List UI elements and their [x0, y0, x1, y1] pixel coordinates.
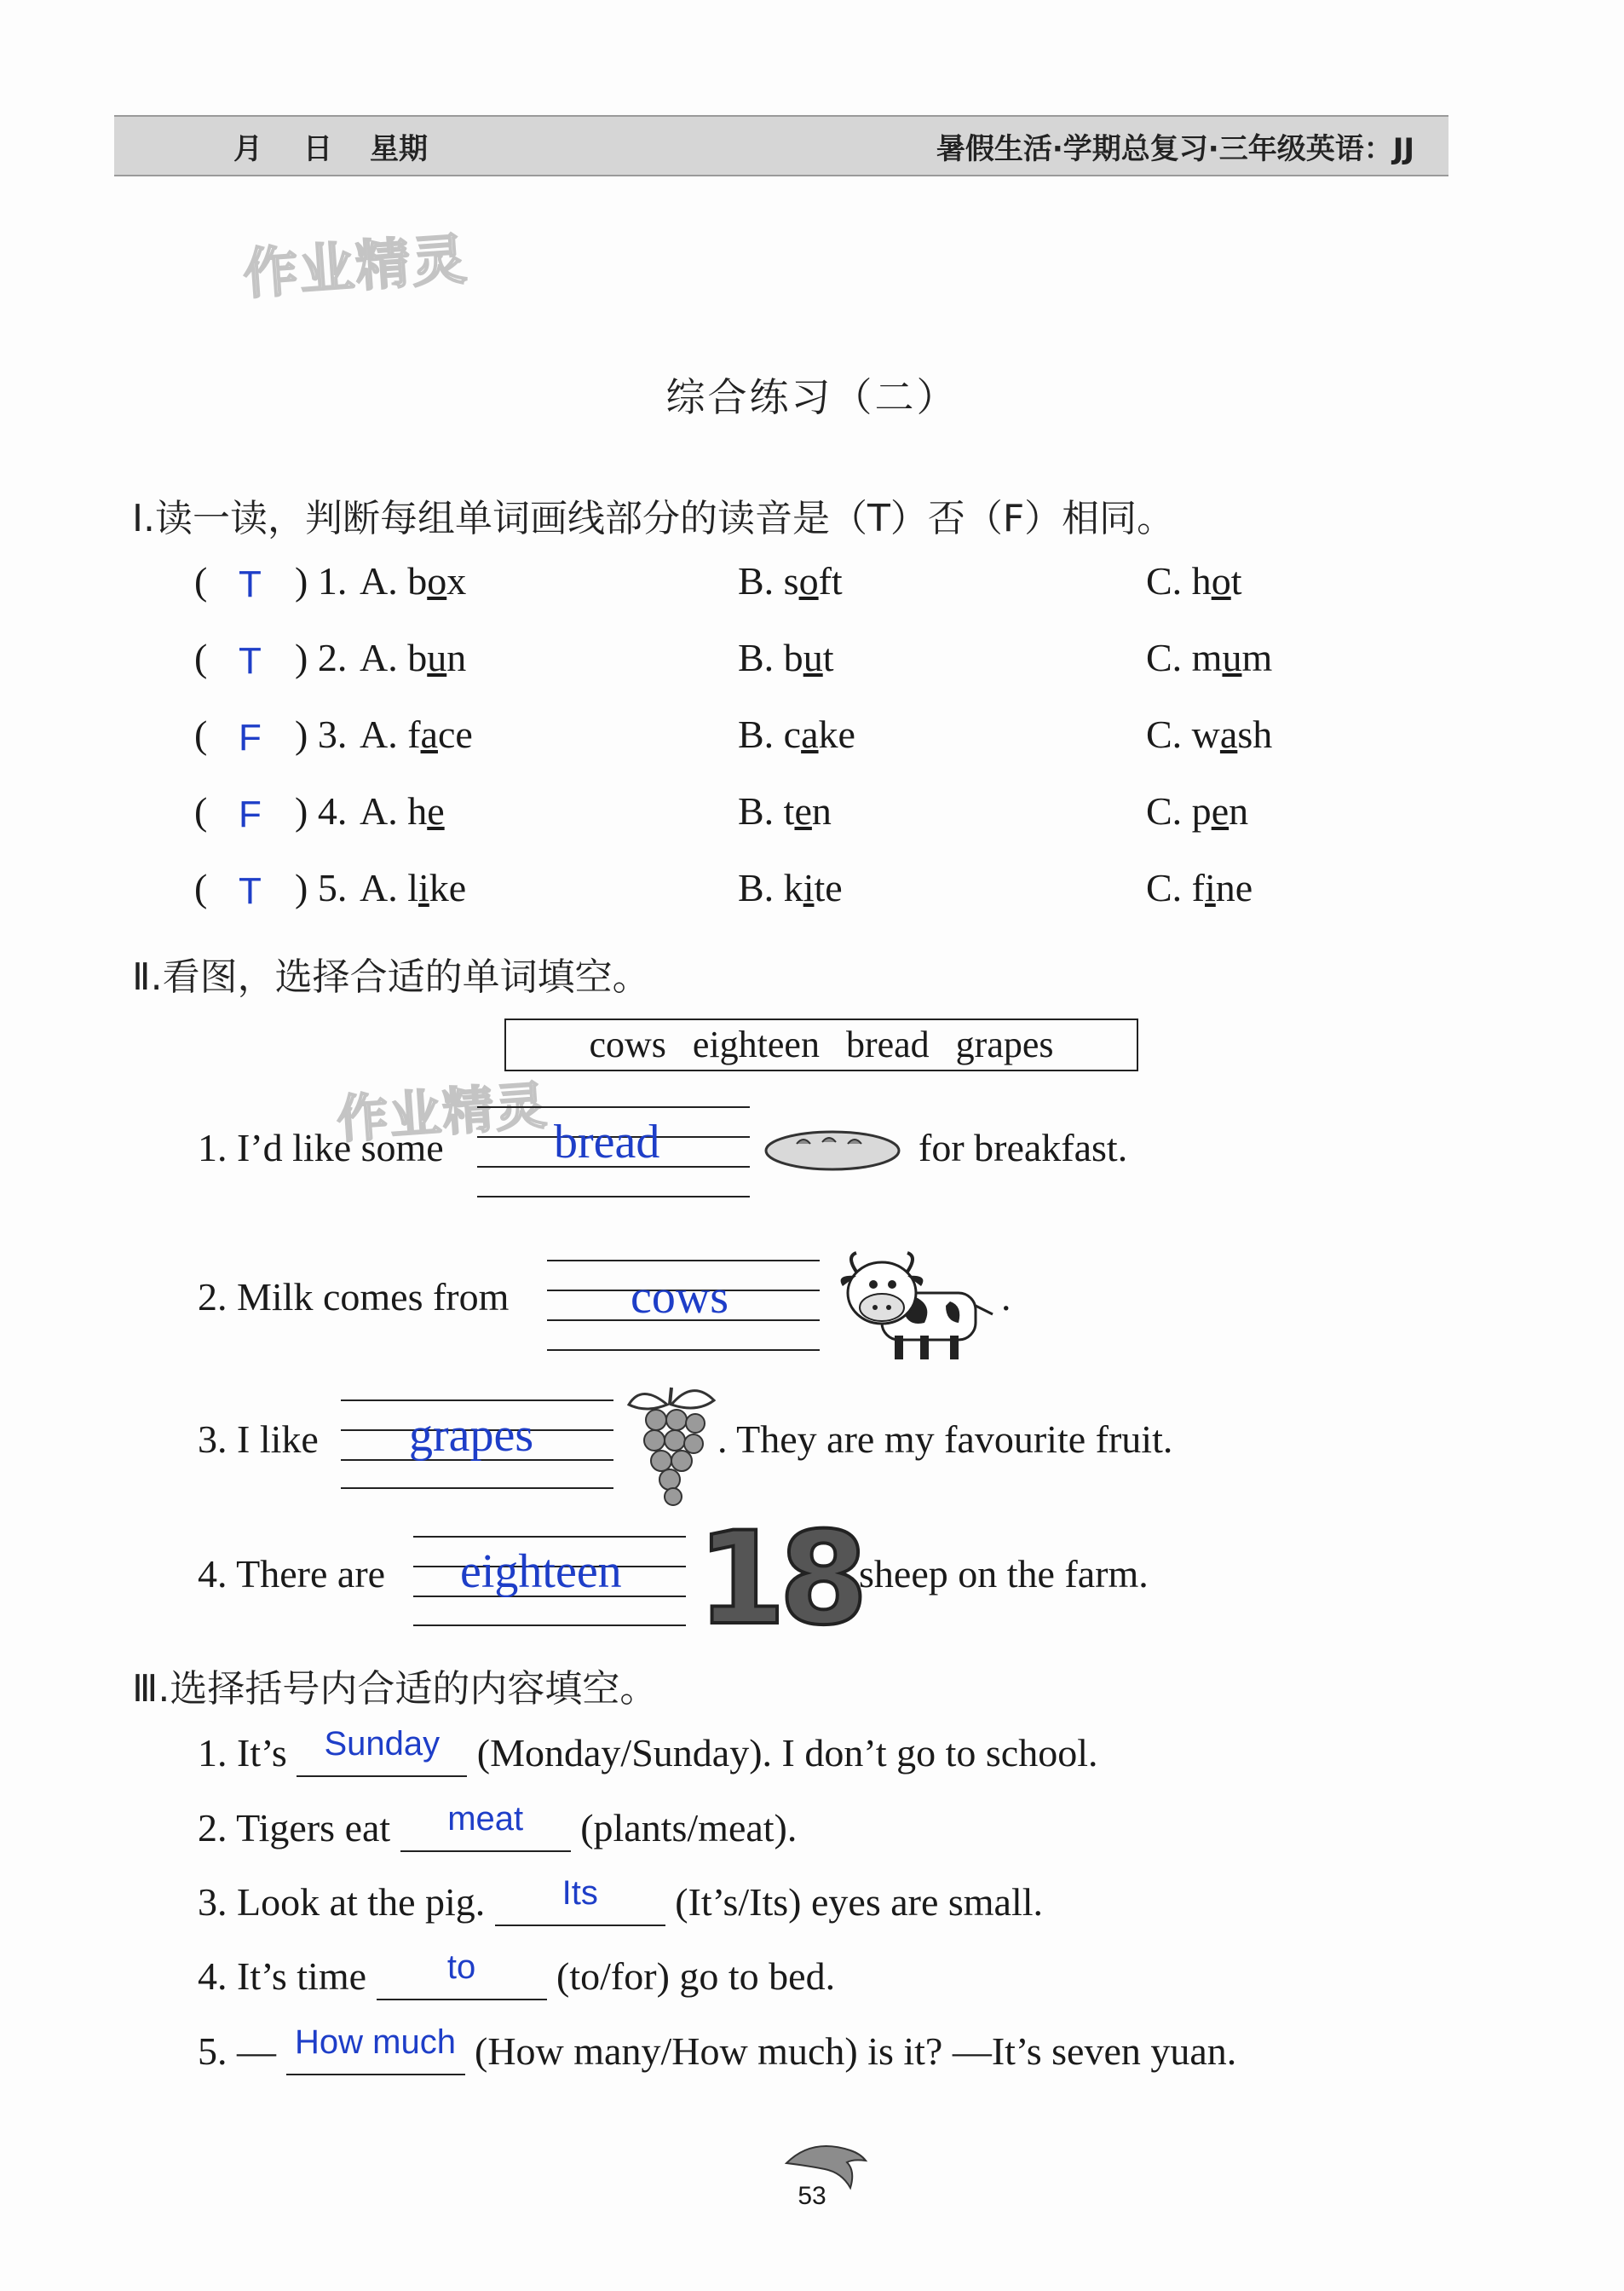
- s3-blank: [400, 1800, 571, 1852]
- s1-answer: F: [239, 793, 262, 835]
- cow-icon: [839, 1246, 1001, 1365]
- s1-option-a: A. face: [360, 713, 473, 756]
- s1-option-c: C. wash: [1146, 713, 1273, 756]
- s3-answer: meat: [447, 1800, 524, 1838]
- s1-option-a: A. box: [360, 559, 467, 603]
- s3-question: 3. Look at the pig. Its (It’s/Its) eyes are small.: [198, 1879, 1043, 1926]
- s2-q2-post: .: [1001, 1275, 1011, 1319]
- page-header: [114, 115, 1448, 176]
- s3-answer: Sunday: [324, 1725, 441, 1763]
- s1-answer: T: [239, 563, 262, 605]
- header-book-title: 暑假生活·学期总复习·三年级英语：JJ: [936, 132, 1414, 166]
- s1-option-c: C. pen: [1146, 789, 1249, 833]
- header-day: 日: [303, 132, 332, 166]
- s2-q4-answer: eighteen: [460, 1545, 622, 1598]
- s1-open-paren: (: [194, 559, 208, 603]
- s2-q2-answer: cows: [631, 1271, 729, 1324]
- s1-option-b: B. soft: [738, 559, 843, 603]
- s3-answer: to: [446, 1948, 476, 1986]
- s1-number: ) 4.: [295, 789, 348, 833]
- s2-q2-text: 2. Milk comes from: [198, 1275, 510, 1319]
- s1-option-b: B. ten: [738, 789, 832, 833]
- s2-q1-text: 1. I’d like some: [198, 1126, 444, 1169]
- s1-open-paren: (: [194, 866, 208, 909]
- s3-answer: How much: [295, 2023, 456, 2061]
- s3-question: 2. Tigers eat meat (plants/meat).: [198, 1805, 797, 1852]
- s2-q4-text: 4. There are: [198, 1552, 386, 1596]
- page-title: 综合练习（二）: [665, 374, 959, 420]
- bread-icon: [763, 1125, 903, 1176]
- section-1-heading: Ⅰ.读一读，判断每组单词画线部分的读音是（T）否（F）相同。: [132, 497, 1175, 540]
- s1-option-c: C. fine: [1146, 866, 1253, 909]
- s1-number: ) 1.: [295, 559, 348, 603]
- s1-option-b: B. cake: [738, 713, 855, 756]
- s3-question: 4. It’s time to (to/for) go to bed.: [198, 1953, 835, 2000]
- section-3-heading: Ⅲ.选择括号内合适的内容填空。: [132, 1667, 658, 1711]
- s3-question: 5. — How much (How many/How much) is it? —It’s seven yuan.: [198, 2028, 1236, 2075]
- s1-option-a: A. he: [360, 789, 445, 833]
- s1-number: ) 2.: [295, 636, 348, 679]
- s1-option-c: C. mum: [1146, 636, 1273, 679]
- s1-answer: T: [239, 640, 262, 682]
- s3-answer: Its: [561, 1874, 598, 1912]
- s1-open-paren: (: [194, 789, 208, 833]
- word-box: cows eighteen bread grapes: [504, 1019, 1138, 1071]
- s2-q3-post: . They are my favourite fruit.: [717, 1417, 1173, 1461]
- s1-option-c: C. hot: [1146, 559, 1242, 603]
- s1-answer: T: [239, 870, 262, 912]
- s2-q4-post: sheep on the farm.: [859, 1552, 1149, 1596]
- s1-number: ) 3.: [295, 713, 348, 756]
- watermark: 作业精灵: [335, 1076, 550, 1151]
- grapes-icon: [620, 1379, 723, 1507]
- header-weekday: 星期: [370, 132, 428, 166]
- s2-q1-answer: bread: [554, 1116, 660, 1169]
- eighteen-number-picture: 18: [697, 1505, 861, 1653]
- s3-blank: [297, 1725, 467, 1777]
- s1-option-b: B. kite: [738, 866, 843, 909]
- s1-open-paren: (: [194, 636, 208, 679]
- s3-blank: [495, 1874, 665, 1926]
- section-2-heading: Ⅱ.看图，选择合适的单词填空。: [132, 955, 650, 999]
- watermark: 作业精灵: [241, 228, 470, 308]
- s1-answer: F: [239, 717, 262, 759]
- s1-number: ) 5.: [295, 866, 348, 909]
- s1-option-a: A. like: [360, 866, 467, 909]
- s1-open-paren: (: [194, 713, 208, 756]
- s1-option-b: B. but: [738, 636, 834, 679]
- s3-blank: [286, 2023, 465, 2075]
- page-number: 53: [798, 2182, 826, 2210]
- header-month: 月: [233, 132, 262, 166]
- s2-q3-answer: grapes: [409, 1409, 534, 1462]
- s2-q1-post: for breakfast.: [919, 1126, 1128, 1169]
- s1-option-a: A. bun: [360, 636, 467, 679]
- s3-blank: [377, 1948, 547, 2000]
- s3-question: 1. It’s Sunday (Monday/Sunday). I don’t go to school.: [198, 1730, 1097, 1777]
- s2-q3-text: 3. I like: [198, 1417, 319, 1461]
